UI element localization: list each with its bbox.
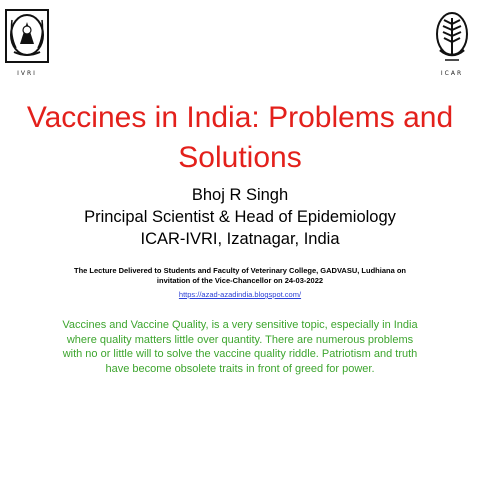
author-affiliation: ICAR-IVRI, Izatnagar, India — [140, 230, 340, 248]
abstract-text: Vaccines and Vaccine Quality, is a very sensitive topic, especially in India where quality matters little over quantity. There are numerous problems with no or little will to solve the vaccine quality riddle. Patriotism and truth have become obsolete traits in front of greed for power. — [62, 319, 418, 375]
icar-logo-caption: ICAR — [440, 70, 464, 77]
slide-title: Vaccines in India: Problems and Solutions — [26, 101, 454, 174]
icar-logo — [434, 10, 470, 77]
author-position: Principal Scientist & Head of Epidemiology — [84, 208, 396, 226]
ivri-emblem-icon — [4, 8, 50, 64]
icar-wheat-emblem-icon — [434, 10, 470, 64]
blog-link[interactable]: https://azad-azadindia.blogspot.com/ — [178, 290, 302, 299]
author-block — [10, 184, 470, 250]
author-name: Bhoj R Singh — [191, 186, 289, 204]
ivri-logo-caption: IVRI — [17, 70, 37, 77]
lecture-note: The Lecture Delivered to Students and Faculty of Veterinary College, GADVASU, Ludhiana on invitation of the Vice-Chancellor on 24-03-2022 — [73, 266, 406, 285]
ivri-logo — [4, 8, 50, 77]
